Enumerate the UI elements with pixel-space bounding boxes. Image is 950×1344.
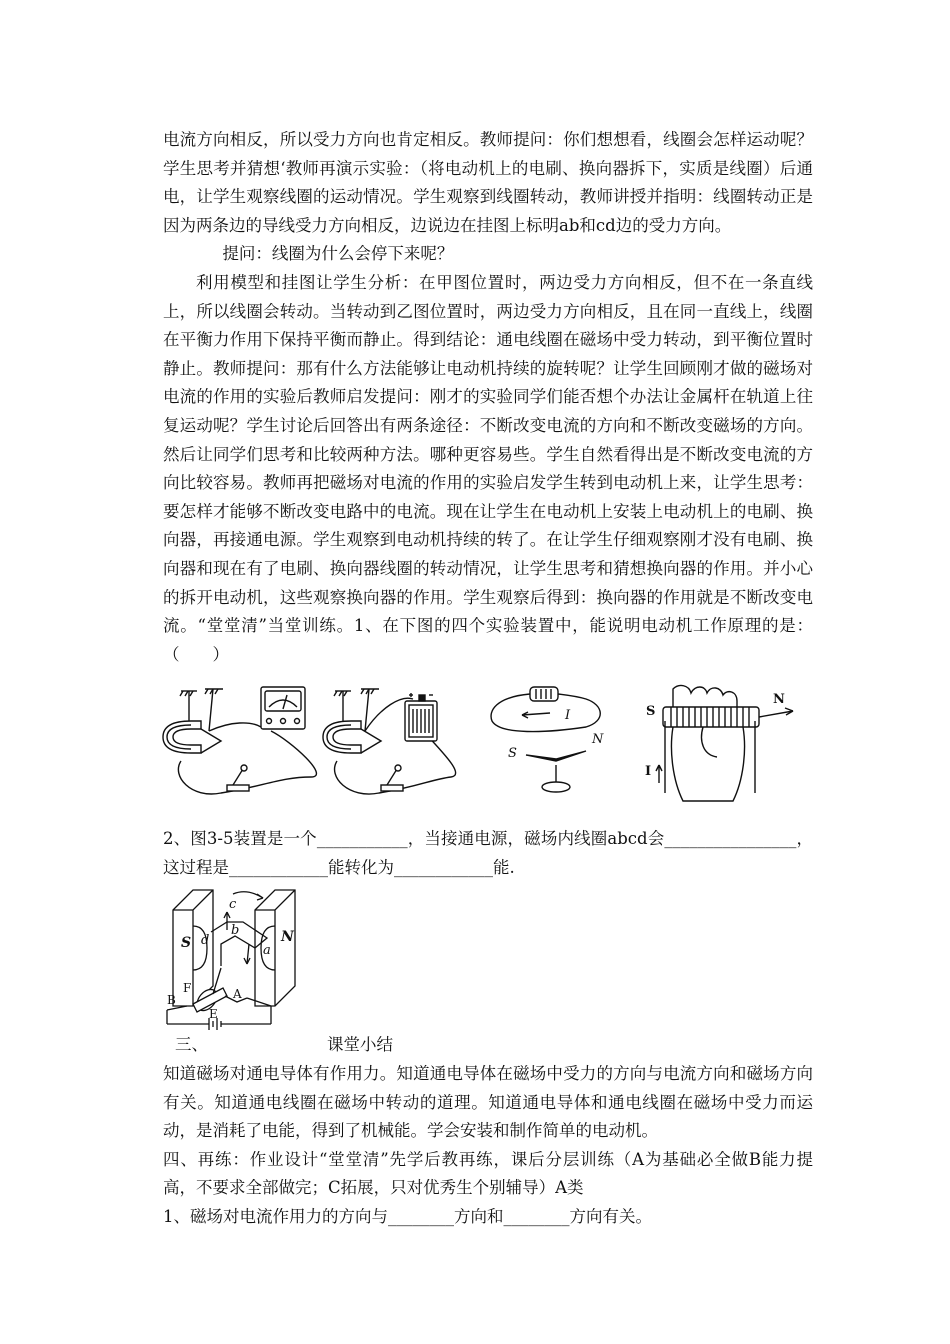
paragraph-question: 提问：线圈为什么会停下来呢？ — [222, 244, 454, 264]
section-3-title: 课堂小结 — [327, 1035, 393, 1055]
question-2: 2、图3-5装置是一个___________，当接通电源，磁场内线圈abcd会________________，这过程是____________能转化为____________能. — [163, 829, 813, 877]
figure-c-n-label: N — [592, 732, 604, 748]
figure-d-s-label: S — [646, 704, 656, 720]
figure-3-5-d-label: d — [201, 933, 210, 949]
figure-d-n-label: N — [773, 692, 785, 708]
figure-c-s-label: S — [508, 746, 517, 762]
figure-3-5-c-label: c — [229, 897, 237, 913]
figure-c-current-label: I — [565, 708, 571, 724]
document-page — [163, 126, 813, 1232]
section-3-heading — [163, 1031, 813, 1060]
figure-3-5-A-label: A — [233, 987, 242, 1002]
figure-3-5-B-label: B — [167, 993, 176, 1008]
summary-paragraph: 知道磁场对通电导体有作用力。知道通电导体在磁场中受力的方向与电流方向和磁场方向有关。知道通电线圈在磁场中转动的道理。知道通电导体和通电线圈在磁场中受力而运动，是消耗了电能，得到了机械能。学会安装和制作简单的电动机。 — [163, 1064, 813, 1141]
figure-3-5-F-label: F — [183, 981, 192, 996]
figure-3-5-motor — [163, 886, 303, 1031]
figure-c-compass — [486, 681, 611, 806]
figure-d-solenoid-hand — [643, 681, 798, 806]
experiment-figures — [163, 681, 813, 811]
figure-3-5-b-label: b — [231, 923, 240, 939]
figure-3-5-E-label: E — [209, 1007, 218, 1022]
section-4-paragraph: 四、再练：作业设计“堂堂清”先学后教再练，课后分层训练（A为基础必全做B能力提高，不要求全部做完；C拓展，只对优秀生个别辅导）A类 — [163, 1149, 813, 1198]
paragraph-analysis: 利用模型和挂图让学生分析：在甲图位置时，两边受力方向相反，但不在一条直线上，所以线圈会转动。当转动到乙图位置时，两边受力方向相反，且在同一直线上，线圈在平衡力作用下保持平衡而静止。得到结论：通电线圈在磁场中受力转动，到平衡位置时静止。教师提问：那有什么方法能够让电动机持续的旋转呢？让学生回顾刚才做的磁场对电流的作用的实验后教师启发提问：刚才的实验同学们能否想个办法让金属杆在轨道上往复运动呢？学生讨论后回答出有两条途径：不断改变电流的方向和不断改变磁场的方向。然后让同学们思考和比较两种方法。哪种更容易些。学生自然看得出是不断改变电流的方向比较容易。教师再把磁场对电流的作用的实验启发学生转到电动机上来，让学生思考：要怎样才能够不断改变电路中的电流。现在让学生在电动机上安装上电动机上的电刷、换向器，再接通电源。学生观察到电动机持续的转了。在让学生仔细观察刚才没有电刷、换向器和现在有了电刷、换向器线圈的转动情况，让学生思考和猜想换向器的作用。并小心的拆开电动机，这些观察换向器的作用。学生观察后得到：换向器的作用就是不断改变电流。“堂堂清”当堂训练。1、在下图的四个实验装置中，能说明电动机工作原理的是：（ ） — [163, 272, 813, 664]
figure-3-5-n-label: N — [281, 929, 294, 946]
figure-b-battery — [321, 681, 466, 806]
section-3-number: 三、 — [175, 1035, 208, 1055]
paragraph-1: 电流方向相反，所以受力方向也肯定相反。教师提问：你们想想看，线圈会怎样运动呢？学生思考并猜想‘教师再演示实验：（将电动机上的电刷、换向器拆下，实质是线圈）后通电，让学生观察线圈的运动情况。学生观察到线圈转动，教师讲授并指明：线圈转动正是因为两条边的导线受力方向相反，边说边在挂图上标明ab和cd边的受力方向。 — [163, 130, 813, 235]
figure-d-current-label: I — [645, 764, 652, 780]
figure-3-5-a-label: a — [263, 943, 271, 959]
figure-3-5-s-label: S — [181, 935, 192, 952]
figure-a-galvanometer — [161, 681, 321, 806]
question-1: 1、磁场对电流作用力的方向与________方向和________方向有关。 — [163, 1207, 652, 1227]
